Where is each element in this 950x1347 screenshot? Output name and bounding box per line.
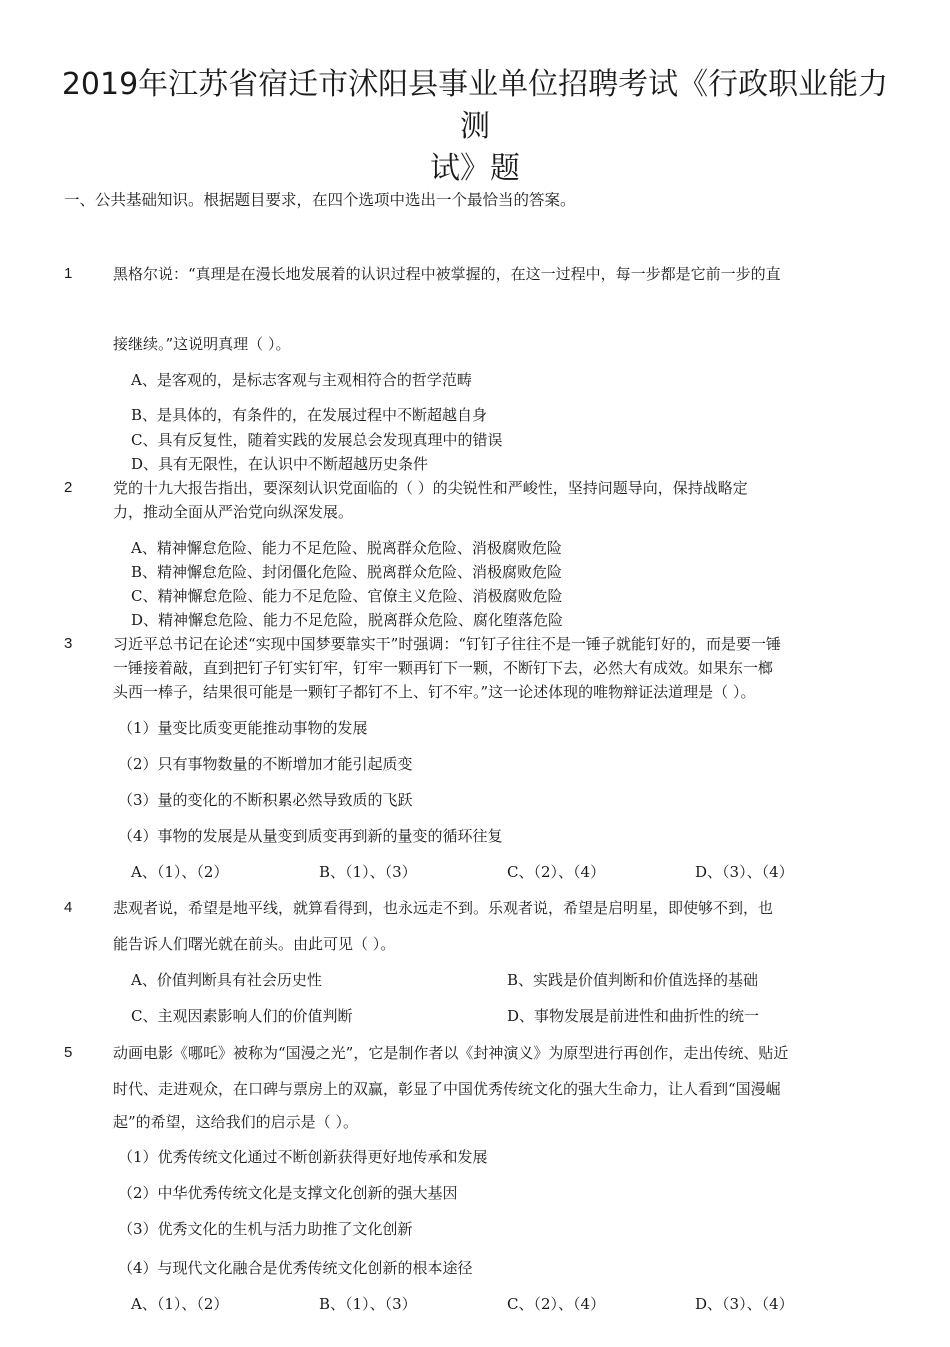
answer-option: C、（2）、（4）: [507, 1295, 606, 1313]
answer-option: A、价值判断具有社会历史性: [131, 971, 322, 989]
question-number: 5: [64, 1044, 73, 1061]
answer-option: C、精神懈怠危险、能力不足危险、官僚主义危险、消极腐败危险: [131, 587, 563, 605]
answer-option: D、（3）、（4）: [695, 863, 794, 881]
question-stem-line: 起”的希望，这给我们的启示是（ ）。: [113, 1113, 358, 1131]
statement-item: （2）只有事物数量的不断增加才能引起质变: [118, 755, 413, 773]
answer-option: D、（3）、（4）: [695, 1295, 794, 1313]
answer-option: B、是具体的，有条件的，在发展过程中不断超越自身: [131, 406, 488, 424]
answer-option: A、（1）、（2）: [131, 863, 229, 881]
statement-item: （4）与现代文化融合是优秀传统文化创新的根本途径: [118, 1259, 473, 1277]
question-stem-line: 悲观者说，希望是地平线，就算看得到，也永远走不到。乐观者说，希望是启明星，即使够不到，也: [113, 899, 774, 917]
statement-item: （2）中华优秀传统文化是支撑文化创新的强大基因: [118, 1184, 458, 1202]
answer-option: B、（1）、（3）: [319, 863, 417, 881]
answer-option: D、具有无限性，在认识中不断超越历史条件: [131, 455, 429, 473]
document-title: [60, 64, 890, 190]
statement-item: （3）优秀文化的生机与活力助推了文化创新: [118, 1220, 413, 1238]
question-stem-line: 接继续。”这说明真理（ ）。: [113, 335, 291, 353]
statement-item: （4）事物的发展是从量变到质变再到新的量变的循环往复: [118, 827, 503, 845]
answer-option: B、实践是价值判断和价值选择的基础: [507, 971, 759, 989]
question-stem-line: 时代、走进观众，在口碑与票房上的双赢，彰显了中国优秀传统文化的强大生命力，让人看到“国漫崛: [113, 1080, 781, 1098]
document-title-line1: 2019年江苏省宿迁市沭阳县事业单位招聘考试《行政职业能力测: [61, 67, 889, 144]
answer-option: D、事物发展是前进性和曲折性的统一: [507, 1007, 760, 1025]
section-heading: 一、公共基础知识。根据题目要求，在四个选项中选出一个最恰当的答案。: [64, 191, 576, 209]
answer-option: A、（1）、（2）: [131, 1295, 229, 1313]
question-stem-line: 习近平总书记在论述“实现中国梦要靠实干”时强调：“钉钉子往往不是一锤子就能钉好的，而是要一锤: [113, 635, 782, 653]
answer-option: C、具有反复性，随着实践的发展总会发现真理中的错误: [131, 431, 503, 449]
answer-option: B、精神懈怠危险、封闭僵化危险、脱离群众危险、消极腐败危险: [131, 563, 563, 581]
question-stem-line: 党的十九大报告指出，要深刻认识党面临的（ ）的尖锐性和严峻性，坚持问题导向，保持战略定: [113, 479, 748, 497]
question-stem-line: 动画电影《哪吒》被称为“国漫之光”，它是制作者以《封神演义》为原型进行再创作，走出传统、贴近: [113, 1044, 789, 1062]
statement-item: （1）优秀传统文化通过不断创新获得更好地传承和发展: [118, 1148, 488, 1166]
question-number: 2: [64, 479, 73, 496]
answer-option: C、（2）、（4）: [507, 863, 606, 881]
answer-option: C、主观因素影响人们的价值判断: [131, 1007, 353, 1025]
question-stem-line: 头西一棒子，结果很可能是一颗钉子都钉不上、钉不牢。”这一论述体现的唯物辩证法道理是（ ）。: [113, 683, 756, 701]
document-title-line2: 试》题: [430, 151, 520, 186]
question-number: 1: [64, 265, 73, 282]
statement-item: （3）量的变化的不断积累必然导致质的飞跃: [118, 791, 413, 809]
question-stem-line: 力，推动全面从严治党向纵深发展。: [113, 503, 354, 521]
answer-option: D、精神懈怠危险、能力不足危险，脱离群众危险、腐化堕落危险: [131, 611, 564, 629]
statement-item: （1）量变比质变更能推动事物的发展: [118, 719, 368, 737]
question-stem-line: 能告诉人们曙光就在前头。由此可见（ ）。: [113, 935, 396, 953]
answer-option: A、是客观的，是标志客观与主观相符合的哲学范畴: [131, 371, 472, 389]
question-stem-line: 一锤接着敲，直到把钉子钉实钉牢，钉牢一颗再钉下一颗，不断钉下去，必然大有成效。如果东一榔: [113, 659, 774, 677]
question-stem-line: 黑格尔说：“真理是在漫长地发展着的认识过程中被掌握的，在这一过程中，每一步都是它前一步的直: [113, 265, 781, 283]
answer-option: A、精神懈怠危险、能力不足危险、脱离群众危险、消极腐败危险: [131, 539, 562, 557]
question-number: 4: [64, 899, 73, 916]
question-number: 3: [64, 635, 73, 652]
answer-option: B、（1）、（3）: [319, 1295, 417, 1313]
